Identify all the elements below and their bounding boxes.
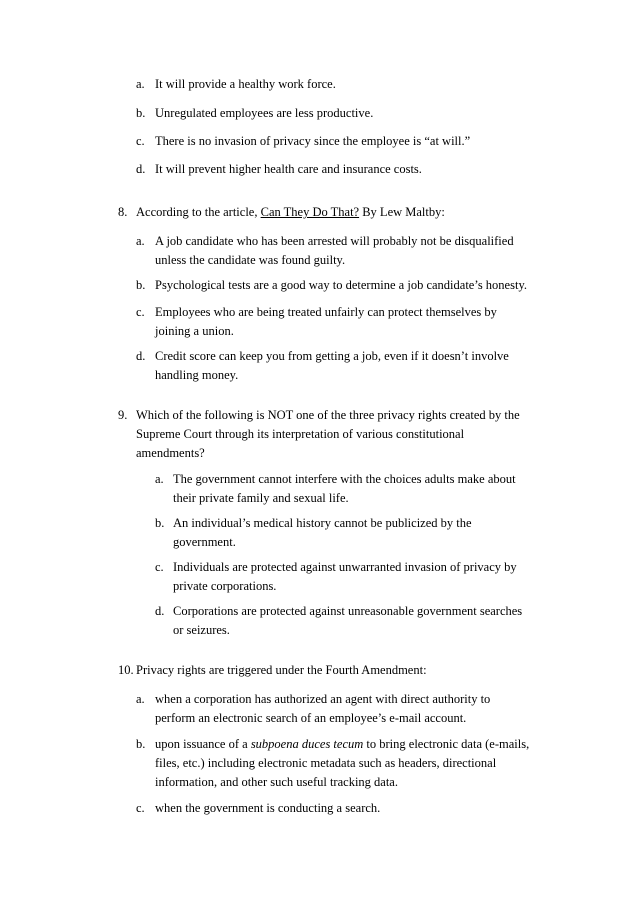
question-text: Privacy rights are triggered under the Fourth Amendment: [136, 663, 427, 677]
q8-option-a [136, 232, 616, 270]
option-text: to bring electronic data (e-mails, [366, 737, 530, 751]
option-text: when a corporation has authorized an agent with direct authority to [155, 692, 491, 706]
option-letter: c. [155, 560, 164, 574]
q10-option-a [136, 690, 616, 728]
q7-option-b [136, 104, 616, 123]
option-text: when the government is conducting a search. [155, 801, 381, 815]
option-text: Credit score can keep you from getting a job, even if it doesn’t involve [155, 349, 509, 363]
article-title: Can They Do That? [260, 205, 360, 219]
question-number: 10. [118, 663, 134, 677]
question-8 [118, 203, 618, 222]
option-text: perform an electronic search of an employee’s e-mail account. [155, 711, 467, 725]
q9-option-c [155, 558, 615, 596]
option-letter: d. [155, 604, 165, 618]
option-letter: b. [155, 516, 165, 530]
question-number: 9. [118, 408, 128, 422]
option-text: It will provide a healthy work force. [155, 77, 336, 91]
option-text: private corporations. [173, 579, 277, 593]
option-text: It will prevent higher health care and insurance costs. [155, 162, 422, 176]
option-text: The government cannot interfere with the choices adults make about [173, 472, 516, 486]
option-text: handling money. [155, 368, 239, 382]
option-text: Psychological tests are a good way to determine a job candidate’s honesty. [155, 278, 528, 292]
option-text: Individuals are protected against unwarranted invasion of privacy by [173, 560, 517, 574]
option-letter: c. [136, 801, 145, 815]
option-letter: a. [155, 472, 164, 486]
option-letter: a. [136, 692, 145, 706]
question-9 [118, 406, 618, 463]
option-text: upon issuance of a [155, 737, 248, 751]
question-text: amendments? [136, 446, 205, 460]
question-text: By Lew Maltby: [362, 205, 445, 219]
option-letter: a. [136, 234, 145, 248]
option-text: information, and other such useful tracking data. [155, 775, 398, 789]
option-text: A job candidate who has been arrested will probably not be disqualified [155, 234, 514, 248]
q10-option-c [136, 799, 616, 818]
question-text: Supreme Court through its interpretation of various constitutional [136, 427, 465, 441]
question-text: According to the article, [136, 205, 258, 219]
option-text: unless the candidate was found guilty. [155, 253, 346, 267]
option-letter: b. [136, 278, 146, 292]
option-letter: c. [136, 305, 145, 319]
option-text: joining a union. [155, 324, 234, 338]
option-letter: c. [136, 134, 145, 148]
question-10 [118, 661, 618, 680]
option-letter: b. [136, 737, 146, 751]
option-letter: a. [136, 77, 145, 91]
q8-option-b [136, 276, 616, 295]
option-text: An individual’s medical history cannot be publicized by the [173, 516, 472, 530]
option-text: or seizures. [173, 623, 230, 637]
option-text: their private family and sexual life. [173, 491, 349, 505]
q10-option-b [136, 735, 616, 792]
option-letter: d. [136, 349, 146, 363]
option-letter: d. [136, 162, 146, 176]
q7-option-c [136, 132, 616, 151]
option-text: Unregulated employees are less productive. [155, 106, 374, 120]
q9-option-b [155, 514, 615, 552]
question-text: Which of the following is NOT one of the three privacy rights created by the [136, 408, 520, 422]
option-text: Corporations are protected against unreasonable government searches [173, 604, 523, 618]
option-text: files, etc.) including electronic metadata such as headers, directional [155, 756, 497, 770]
q8-option-c [136, 303, 616, 341]
question-number: 8. [118, 205, 128, 219]
option-text: Employees who are being treated unfairly can protect themselves by [155, 305, 497, 319]
q7-option-d [136, 160, 616, 179]
option-text: government. [173, 535, 236, 549]
q9-option-d [155, 602, 615, 640]
q8-option-d [136, 347, 616, 385]
option-letter: b. [136, 106, 146, 120]
q7-option-a [136, 75, 616, 94]
option-text: There is no invasion of privacy since the employee is “at will.” [155, 134, 471, 148]
legal-term: subpoena duces tecum [250, 737, 364, 751]
q9-option-a [155, 470, 615, 508]
